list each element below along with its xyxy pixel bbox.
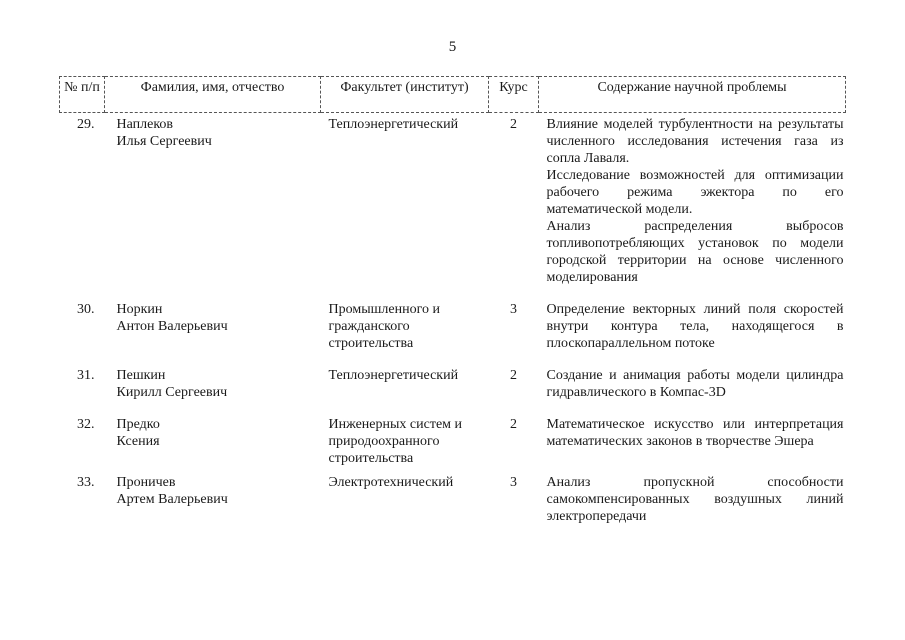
student-given-name: Илья Сергеевич xyxy=(116,134,212,149)
row-number: 32. xyxy=(77,417,95,432)
topic-paragraph: Создание и анимация работы модели цилиндра гидравлического в Компас-3D xyxy=(546,368,844,400)
row-number: 29. xyxy=(77,117,95,132)
course-cell: 2 xyxy=(510,117,517,132)
student-surname: Норкин xyxy=(116,302,163,317)
topic-paragraph: Анализ распределения выбросов топливопотребляющих установок по модели городской территории на основе численного моделирования xyxy=(546,219,844,285)
topic-paragraph: Определение векторных линий поля скоростей внутри контура тела, находящегося в плоскопараллельном потоке xyxy=(546,302,844,351)
row-number: 30. xyxy=(77,302,95,317)
student-name xyxy=(105,471,321,525)
table-row xyxy=(60,413,846,467)
header-faculty: Факультет (институт) xyxy=(321,77,489,113)
topic-cell xyxy=(539,413,846,467)
table-row xyxy=(60,471,846,525)
course-cell: 2 xyxy=(510,368,517,383)
topic-cell xyxy=(539,471,846,525)
topic-cell xyxy=(539,113,846,287)
students-table xyxy=(59,76,846,525)
topic-paragraph: Влияние моделей турбулентности на результаты численного исследования истечения газа из сопла Лаваля. xyxy=(546,117,844,166)
student-name xyxy=(105,364,321,401)
table-row xyxy=(60,364,846,401)
header-num: № п/п xyxy=(60,77,105,113)
course-cell: 3 xyxy=(510,475,517,490)
table-header-row xyxy=(60,77,846,113)
students-table-wrap xyxy=(59,76,845,525)
topic-cell xyxy=(539,298,846,352)
student-name xyxy=(105,113,321,287)
faculty-cell: Теплоэнергетический xyxy=(328,117,459,132)
header-course: Курс xyxy=(489,77,539,113)
student-surname: Предко xyxy=(116,417,160,432)
faculty-cell: Промышленного и гражданского строительства xyxy=(328,302,440,351)
header-topic: Содержание научной проблемы xyxy=(539,77,846,113)
topic-paragraph: Анализ пропускной способности самокомпенсированных воздушных линий электропередачи xyxy=(546,475,844,524)
course-cell: 2 xyxy=(510,417,517,432)
faculty-cell: Электротехнический xyxy=(328,475,454,490)
student-name xyxy=(105,413,321,467)
page-number: 5 xyxy=(448,39,457,55)
row-number: 33. xyxy=(77,475,95,490)
student-given-name: Антон Валерьевич xyxy=(116,319,228,334)
student-name xyxy=(105,298,321,352)
topic-paragraph: Исследование возможностей для оптимизации рабочего режима эжектора по его математической модели. xyxy=(546,168,844,217)
header-name: Фамилия, имя, отчество xyxy=(105,77,321,113)
table-row xyxy=(60,298,846,352)
row-number: 31. xyxy=(77,368,95,383)
topic-paragraph: Математическое искусство или интерпретация математических законов в творчестве Эшера xyxy=(546,417,844,449)
student-surname: Проничев xyxy=(116,475,176,490)
faculty-cell: Инженерных систем и природоохранного строительства xyxy=(328,417,463,466)
student-surname: Наплеков xyxy=(116,117,174,132)
course-cell: 3 xyxy=(510,302,517,317)
student-surname: Пешкин xyxy=(116,368,166,383)
table-row xyxy=(60,113,846,287)
topic-cell xyxy=(539,364,846,401)
faculty-cell: Теплоэнергетический xyxy=(328,368,459,383)
student-given-name: Ксения xyxy=(116,434,160,449)
student-given-name: Артем Валерьевич xyxy=(116,492,228,507)
student-given-name: Кирилл Сергеевич xyxy=(116,385,228,400)
